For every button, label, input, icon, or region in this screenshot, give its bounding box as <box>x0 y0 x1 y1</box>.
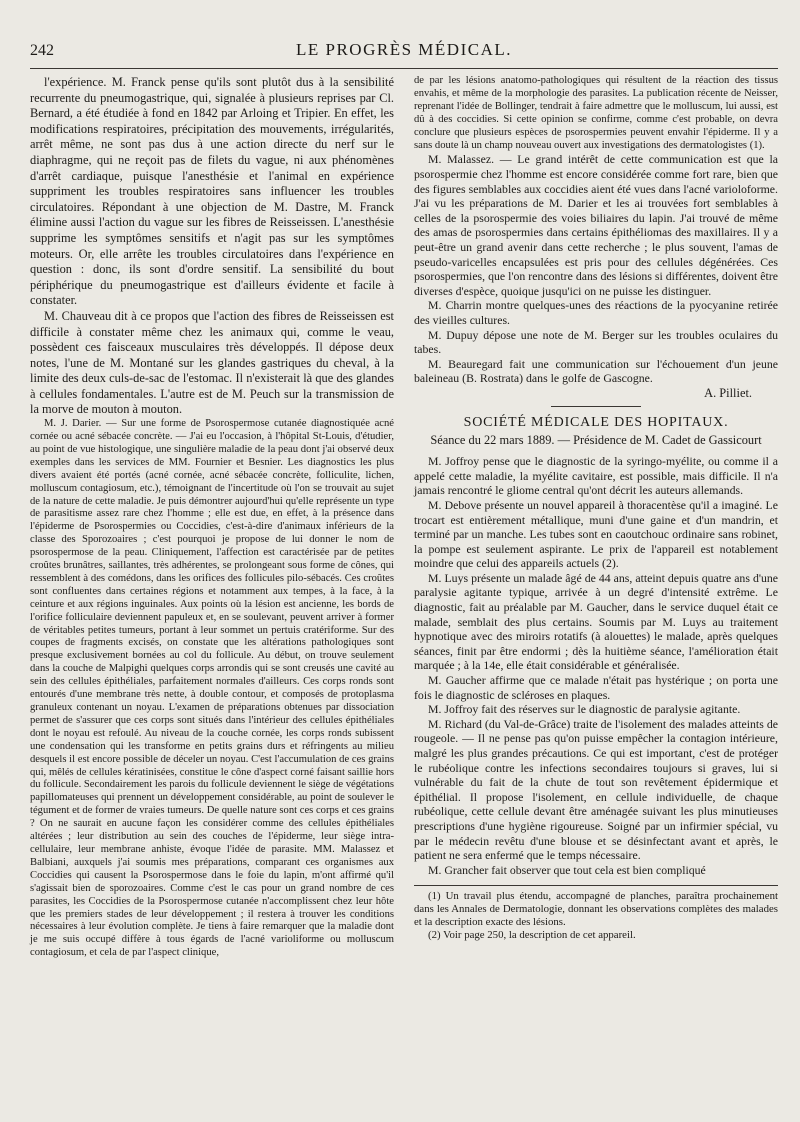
session-line: Séance du 22 mars 1889. — Présidence de M. Cadet de Gassicourt <box>430 432 762 447</box>
left-column <box>30 75 394 960</box>
two-column-body <box>30 75 778 960</box>
paragraph-luys: M. Luys présente un malade âgé de 44 ans, atteint depuis quatre ans d'une paralysie agitante typique, arrivée à un degré d'intensité extrême. Le diagnostic, fait au préalable par M. Gaucher, dans le service duquel était ce malade, semblait des plus certains. Soumis par M. Luys au traitement hypnotique avec des miroirs rotatifs (à alouettes) le malade, après quelques séances, finit par être endormi ; dès la huitième séance, l'amélioration était marquée ; à la 14e, elle était considérable et généralisée. <box>414 570 778 673</box>
paragraph-gaucher: M. Gaucher affirme que ce malade n'était pas hystérique ; on porta une fois le diagnostic de scléroses en plaques. <box>414 673 778 702</box>
paragraph-dupuy: M. Dupuy dépose une note de M. Berger sur les troubles oculaires du tabes. <box>414 327 778 357</box>
society-heading: SOCIÉTÉ MÉDICALE DES HOPITAUX. <box>463 414 729 430</box>
paragraph-malassez: M. Malassez. — Le grand intérêt de cette communication est que la psorospermie chez l'homme est encore considérée comme fort rare, bien que des figures semblables aux coccidies aient été vues dans l'acné varioloforme. J'ai vu les préparations de M. Darier et les ai trouvées fort semblables à celles de la psorospermie des voies biliaires du lapin. J'ai trouvé de même des amas de psorospermies dans certains épithéliomas des maxillaires. Il y a peut-être un grand avenir dans cette recherche ; le plus souvent, l'amas de pseudo-varicelles encapsulées est pris pour des cellules dégénérées. Ces psorospermies, que l'on rencontre dans des lésions si différentes, doivent être diverses d'espèce, quoique jusqu'ici on ne puisse les distinguer. <box>414 152 778 298</box>
journal-title: LE PROGRÈS MÉDICAL. <box>296 40 512 59</box>
paragraph-beauregard: M. Beauregard fait une communication sur l'échouement d'un jeune baleineau (B. Rostrata) dans le golfe de Gascogne. <box>414 356 778 386</box>
footnote-2: (2) Voir page 250, la description de cet appareil. <box>428 929 636 942</box>
paragraph-joffroy: M. Joffroy pense que le diagnostic de la syringo-myélite, ou comme il a appelé cette maladie, la myélite cavitaire, est possible, mais difficile. Il n'a jamais rencontré le gliome central qu'ont décrit les auteurs allemands. <box>414 454 778 498</box>
page-header <box>30 40 778 69</box>
paragraph-franck: l'expérience. M. Franck pense qu'ils sont plutôt dus à la sensibilité recurrente du pneumogastrique, qui, signalée à plusieurs reprises par Cl. Bernard, a été étudiée à fond en 1842 par Arloing et Tripier. En effet, les modifications respiratoires, précipitation des mouvements, irrégularités, arrêt même, ne sont pas dus à une action directe du nerf sur le diaphragme, qui ne reçoit pas de filets du vague, ni aux phénomènes d'arrêt cardiaque, puisque l'anesthésie et l'animal en expérience suppriment les troubles respiratoires sans influencer les troubles circulatoires. Répondant à une objection de M. Dastre, M. Franck élimine aussi l'action du vague sur les fibres de Reisseissen. L'anesthésie supprime les symptômes sensitifs et n'agit pas sur les symptômes moteurs. Or, elle arrête les troubles circulatoires dans l'expérience en question : donc, ils sont d'ordre sensitif. La sensibilité du bout périphérique du pneumogastrique est d'ailleurs évidente et facile à constater. <box>30 75 394 308</box>
paragraph-darier-continued: de par les lésions anatomo-pathologiques qui résultent de la réaction des tissus envahis, et même de la morphologie des parasites. La publication récente de Neisser, reprenant l'idée de Bollinger, tendrait à faire admettre que le molluscum, lui aussi, est dû à des coccidies. Si cette opinion se confirme, comme c'est probable, on devra conclure que plusieurs espèces de psorospermies peuvent envahir l'épiderme. Il y a sans doute là un champ nouveau ouvert aux investigations des dermatologistes (1). <box>414 75 778 151</box>
footnote-divider <box>414 885 778 886</box>
paragraph-richard: M. Richard (du Val-de-Grâce) traite de l'isolement des malades atteints de rougeole. — Il ne pense pas qu'on puisse empêcher la contagion intérieure, malgré les plus grandes précautions. Ce qui est important, c'est de protéger le rubéolique contre les infections secondaires toujours si graves, lui si vulnérable du fait de la chute de tout son revêtement épidermique et épithélial. Il propose l'isolement, en cellule individuelle, de chaque rubéolique, cette cellule devant être aménagée suivant les plus minutieuses prescriptions d'une hygiène rigoureuse. Soigné par un infirmier spécial, vu par le médecin revêtu d'une blouse et se désinfectant avant et après, le patient ne sera enfermé que le temps nécessaire. <box>414 716 778 863</box>
page-number: 242 <box>30 42 54 59</box>
paragraph-grancher: M. Grancher fait observer que tout cela est bien compliqué <box>428 862 706 877</box>
paragraph-debove: M. Debove présente un nouvel appareil à thoracentèse qu'il a imaginé. Le trocart est entièrement métallique, muni d'une gaine et d'un mandrin, et terminé par un manche. Les tubes sont en caoutchouc ordinaire sans robinet, la pompe est seulement aspirante. Le prix de l'appareil est notablement moindre que celui des appareils actuels (2). <box>414 497 778 571</box>
footnote-1: (1) Un travail plus étendu, accompagné de planches, paraîtra prochainement dans les Annales de Dermatologie, donnant les observations complètes des malades et la description exacte des lésions. <box>414 890 778 929</box>
paragraph-joffroy-reserves: M. Joffroy fait des réserves sur le diagnostic de paralysie agitante. <box>428 702 741 717</box>
paragraph-darier: M. J. Darier. — Sur une forme de Psorospermose cutanée diagnostiquée acné cornée ou acné sébacée concrète. — J'ai eu l'occasion, à l'hôpital St-Louis, d'étudier, au point de vue histologique, une singulière maladie de la peau dont j'ai observé deux exemples dans les services de MM. Fournier et Besnier. Les diagnostics les plus divers avaient été portés (acné cornée, acné sébacée concrète, folliculite, lichen, molluscum contagiosum, etc.), témoignant de l'incertitude où l'on se trouvait au sujet de la nature de cette maladie. Je puis démontrer aujourd'hui qu'elle représente un type de parasitisme assez rare chez l'homme ; elle est due, en effet, à la présence dans l'épiderme de Psorospermies ou Coccidies, c'est-à-dire d'animaux inférieurs de la classe des Sporozoaires ; c'est pourquoi je propose de lui donner le nom de psorospermose de la peau. Cliniquement, l'affection est caractérisée par de petites croûtes brunâtres, saillantes, très adhérentes, se prolongeant sous forme de cônes, qui ressemblent à des comédons, dans les orifices des follicules pilo-sébacés. Ces croûtes sont confluentes dans certaines régions et notamment aux tempes, à la face, à la ceinture et aux régions inguinales. Aux points où la lésion est ancienne, les bords de l'orifice folliculaire deviennent papuleux et, en se soulevant, peuvent arriver à former de véritables petites tumeurs, portant à leur sommet un pertuis cratériforme. Sur des coupes de fragments excisés, on constate que les altérations pathologiques sont presque exclusivement bornées au col du follicule. Au début, on trouve seulement dans la couche de Malpighi quelques corps arrondis qui se sont creusés une cavité au sein des cellules épithéliales, parfaitement normales d'ailleurs. Ces corps ronds sont entourés d'une membrane très nette, à double contour, et composés de protoplasma granuleux contenant un noyau. L'examen de préparations obtenues par dissociation permet de s'assurer que ces corps sont situés dans l'intérieur des cellules épithéliales dont le noyau est refoulé. Au niveau de la couche cornée, les corps ronds subissent une condensation qui les transforme en petits grains durs et réfringents au milieu desquels il est encore possible de déceler un noyau. C'est l'accumulation de ces grains qui, mêlés de cellules kératinisées, constitue le cône d'aspect corné faisant saillie hors du follicule. Secondairement les parois du follicule deviennent le siège de végétations papillomateuses qui prennent un développement considérable, au point de soulever le tégument et de former de vraies tumeurs. De quelle nature sont ces corps et ces grains ? On ne saurait en aucune façon les considérer comme des cellules épithéliales altérées ; leur distribution au sein des couches de l'épiderme, leur siège intra-cellulaire, leur membrane anhiste, évoque l'idée de parasite. MM. Malassez et Balbiani, auxquels j'ai soumis mes préparations, comparant ces organismes aux Coccidies qui causent la Psorospermose dans le foie du lapin, m'ont affirmé qu'il s'agissait bien de sporozoaires. Comme c'est le cas pour un grand nombre de ces parasites, les Coccidies de la Psorospermose cutanée n'accomplissent chez leur hôte que les premiers stades de leur développement ; il restera à trouver les conditions nécessaires à leur évolution complète. Je tiens à faire remarquer que la maladie dont je me suis occupé diffère à tous égards de l'acné varioliforme ou molluscum contagiosum, et cela de par l'aspect clinique, <box>30 418 394 959</box>
author-signature: A. Pilliet. <box>704 385 752 400</box>
right-column <box>414 75 778 960</box>
section-divider <box>551 406 641 407</box>
paragraph-charrin: M. Charrin montre quelques-unes des réactions de la pyocyanine retirée des vieilles cultures. <box>414 298 778 327</box>
paragraph-chauveau: M. Chauveau dit à ce propos que l'action des fibres de Reisseissen est difficile à constater même chez les animaux qui, comme le veau, possèdent ces faisceaux musculaires très développés. Il dépose deux notes, l'une de M. Montané sur les glandes gastriques du cheval, à la limite des deux culs-de-sac de l'estomac. Il n'existerait là que des glandes à cellules fondamentales. L'autre est de M. Peuch sur la transmission de la morve de mouton à mouton. <box>30 308 394 417</box>
